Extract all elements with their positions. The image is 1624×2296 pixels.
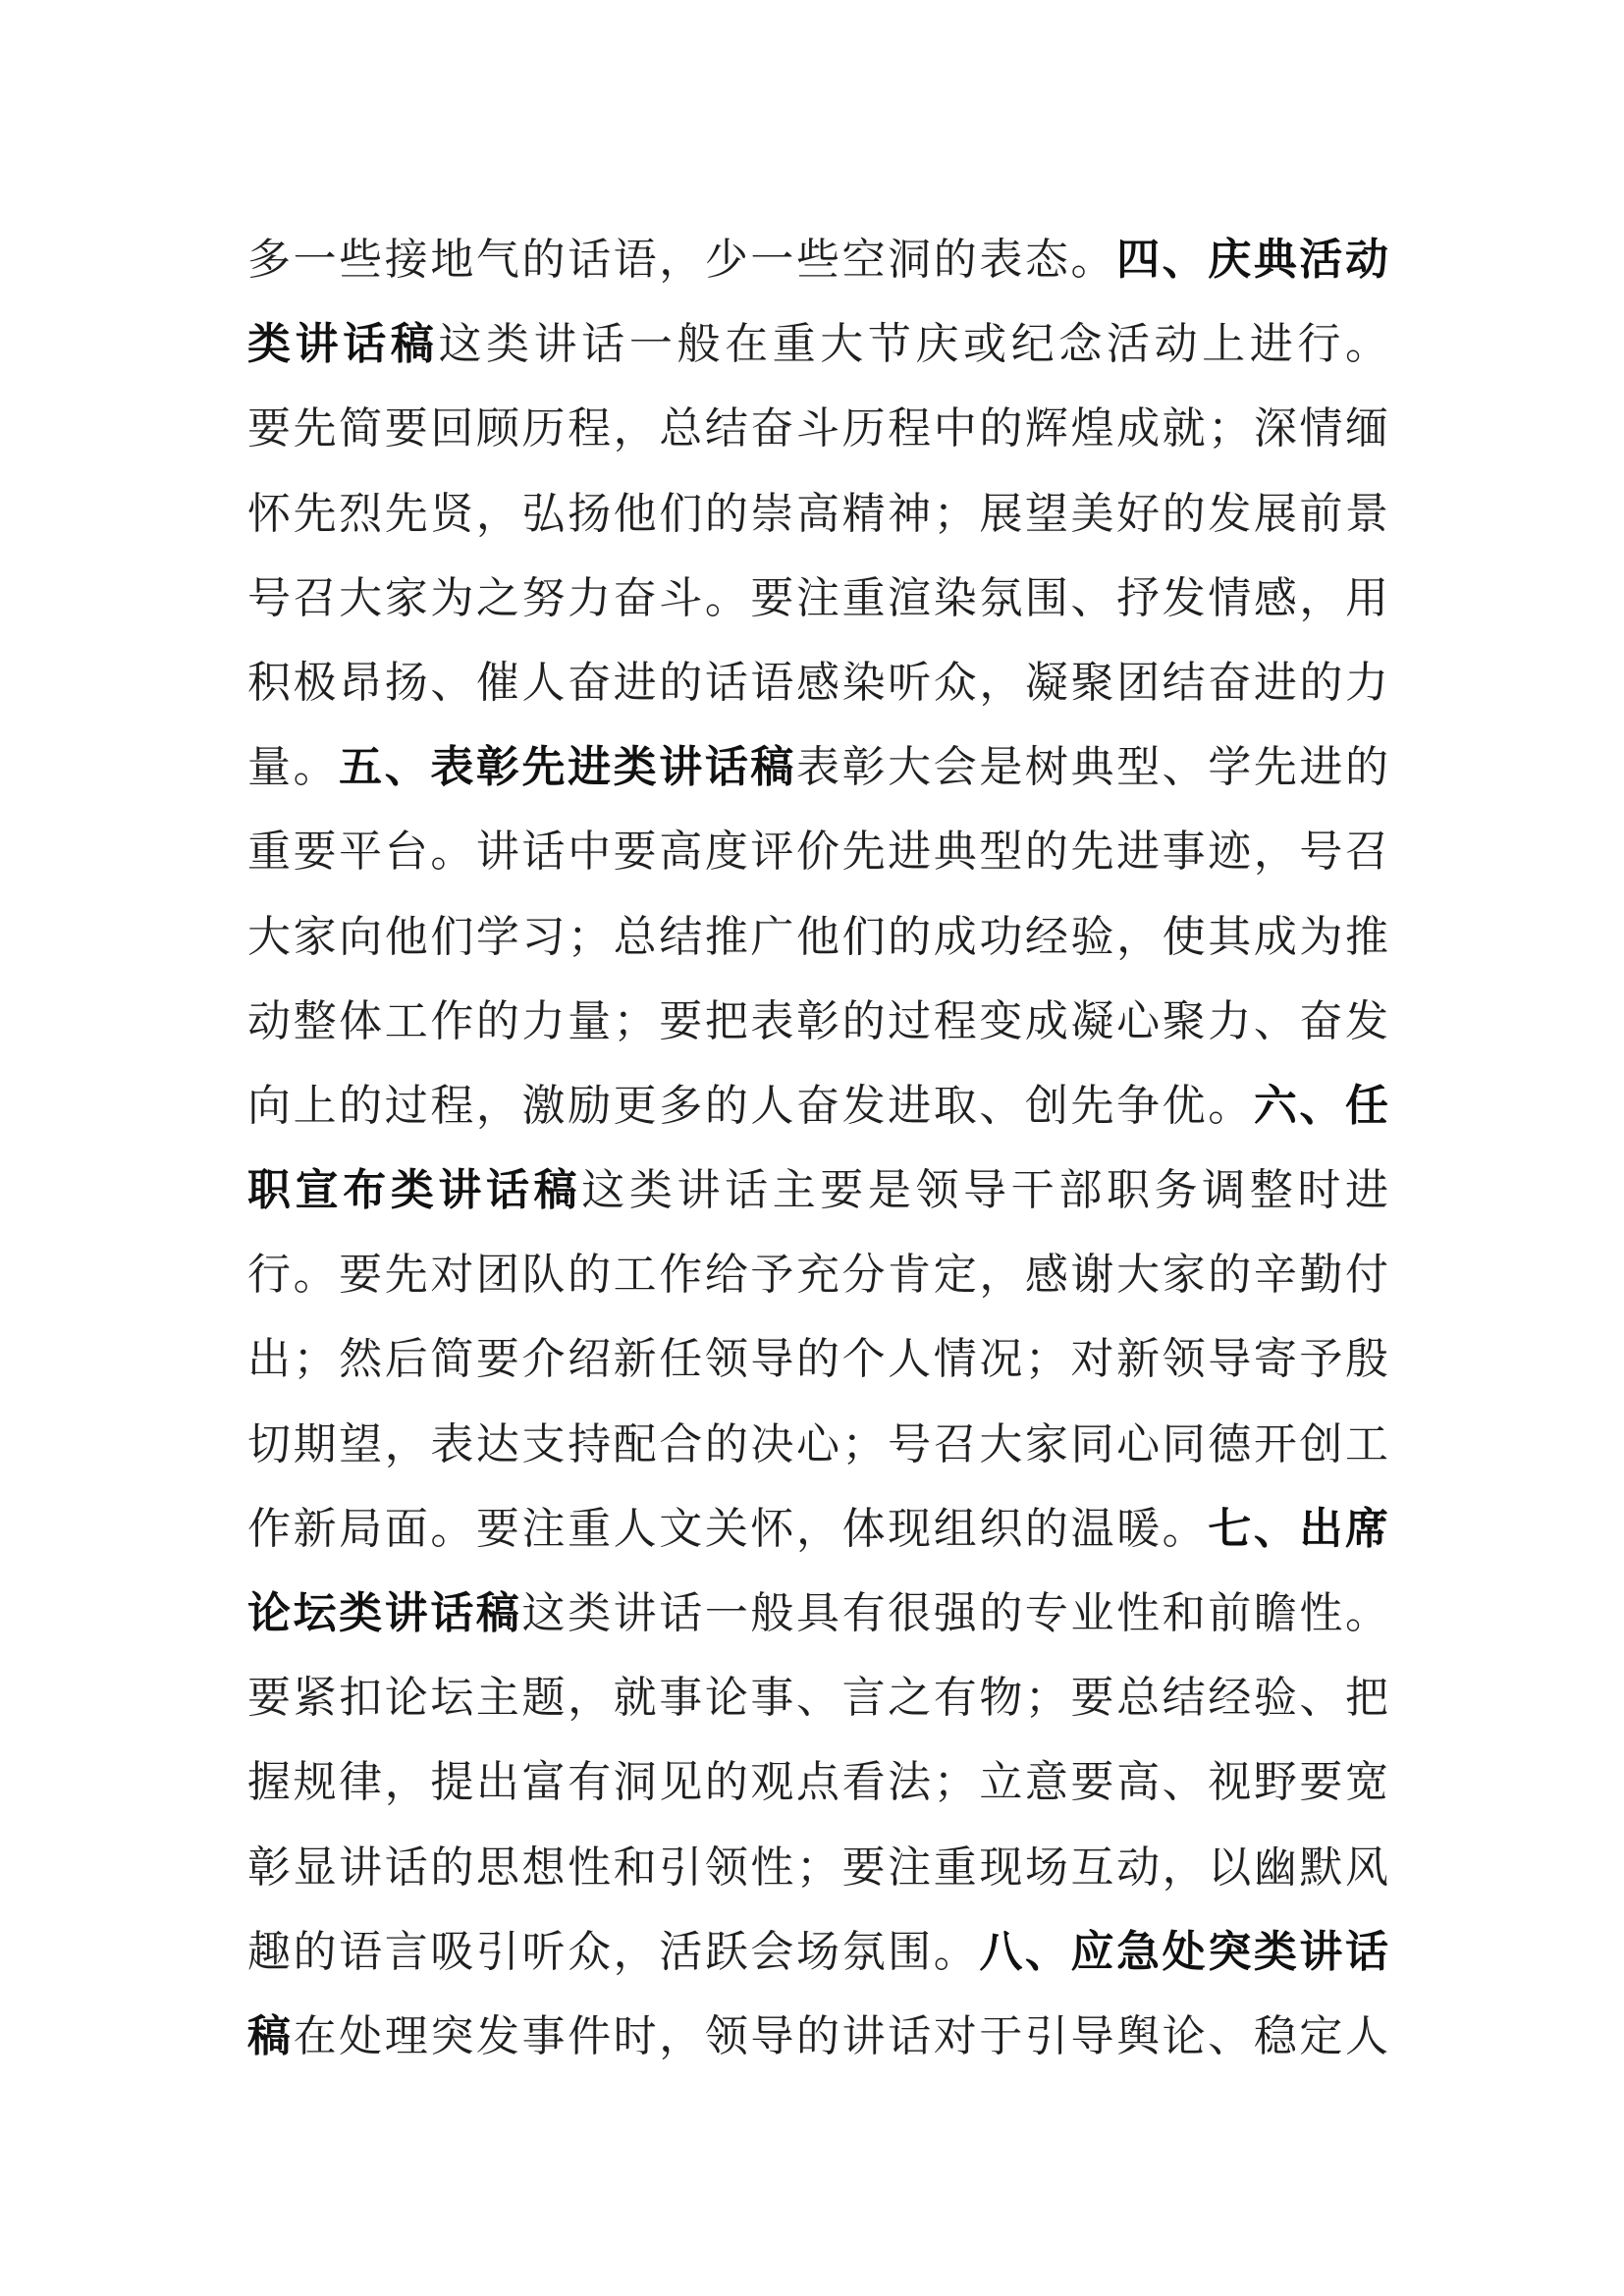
paragraph-text: 表彰大会是树典型、学先进的 [796,742,1388,793]
paragraph-text: 号召大家为之努力奋斗。要注重渲染氛围、抒发情感，用 [247,572,1388,623]
section-heading: 论坛类讲话稿 [247,1588,522,1638]
section-heading: 八、应急处突类讲话 [979,1926,1388,1977]
paragraph-text: 要先简要回顾历程，总结奋斗历程中的辉煌成就；深情缅 [247,403,1388,454]
paragraph-text: 大家向他们学习；总结推广他们的成功经验，使其成为推 [247,911,1388,962]
text-line [247,641,1388,725]
paragraph-text: 积极昂扬、催人奋进的话语感染听众，凝聚团结奋进的力 [247,657,1388,708]
paragraph-text: 这类讲话一般具有很强的专业性和前瞻性。 [521,1588,1388,1638]
paragraph-text: 在处理突发事件时，领导的讲话对于引导舆论、稳定人 [293,2010,1388,2061]
text-line [247,1064,1388,1148]
body-text [247,218,1388,2079]
section-heading: 稿 [247,2010,294,2061]
paragraph-text: 量。 [247,742,340,793]
paragraph-text: 彰显讲话的思想性和引领性；要注重现场互动，以幽默风 [247,1842,1388,1893]
paragraph-text: 要紧扣论坛主题，就事论事、言之有物；要总结经验、把 [247,1673,1388,1724]
paragraph-text: 切期望，表达支持配合的决心；号召大家同心同德开创工 [247,1418,1388,1469]
paragraph-text: 多一些接地气的话语，少一些空洞的表态。 [247,235,1117,285]
paragraph-text: 这类讲话一般在重大节庆或纪念活动上进行。 [438,319,1388,370]
section-heading: 四、庆典活动 [1116,235,1388,285]
section-heading: 职宣布类讲话稿 [247,1165,582,1216]
section-heading: 六、任 [1253,1080,1388,1131]
text-line [247,1148,1388,1233]
paragraph-text: 这类讲话主要是领导干部职务调整时进 [581,1165,1388,1216]
text-line [247,1572,1388,1656]
text-line [247,1403,1388,1487]
text-line [247,725,1388,810]
paragraph-text: 趣的语言吸引听众，活跃会场氛围。 [247,1926,980,1977]
text-line [247,1995,1388,2079]
text-line [247,1487,1388,1572]
text-line [247,1910,1388,1995]
text-line [247,980,1388,1064]
paragraph-text: 出；然后简要介绍新任领导的个人情况；对新领导寄予殷 [247,1334,1388,1385]
text-line [247,1317,1388,1402]
text-line [247,557,1388,641]
section-heading: 七、出席 [1208,1503,1388,1554]
text-line [247,1233,1388,1317]
paragraph-text: 怀先烈先贤，弘扬他们的崇高精神；展望美好的发展前景 [247,488,1388,539]
paragraph-text: 重要平台。讲话中要高度评价先进典型的先进事迹，号召 [247,827,1388,878]
paragraph-text: 作新局面。要注重人文关怀，体现组织的温暖。 [247,1503,1209,1554]
text-line [247,895,1388,980]
text-line [247,1656,1388,1740]
section-heading: 类讲话稿 [247,319,439,370]
paragraph-text: 握规律，提出富有洞见的观点看法；立意要高、视野要宽 [247,1757,1388,1808]
text-line [247,302,1388,387]
text-line [247,218,1388,302]
text-line [247,1826,1388,1910]
text-line [247,387,1388,471]
section-heading: 五、表彰先进类讲话稿 [339,742,797,793]
text-line [247,472,1388,557]
text-line [247,1740,1388,1825]
text-line [247,810,1388,894]
paragraph-text: 向上的过程，激励更多的人奋发进取、创先争优。 [247,1080,1254,1131]
paragraph-text: 行。要先对团队的工作给予充分肯定，感谢大家的辛勤付 [247,1250,1388,1301]
paragraph-text: 动整体工作的力量；要把表彰的过程变成凝心聚力、奋发 [247,995,1388,1046]
